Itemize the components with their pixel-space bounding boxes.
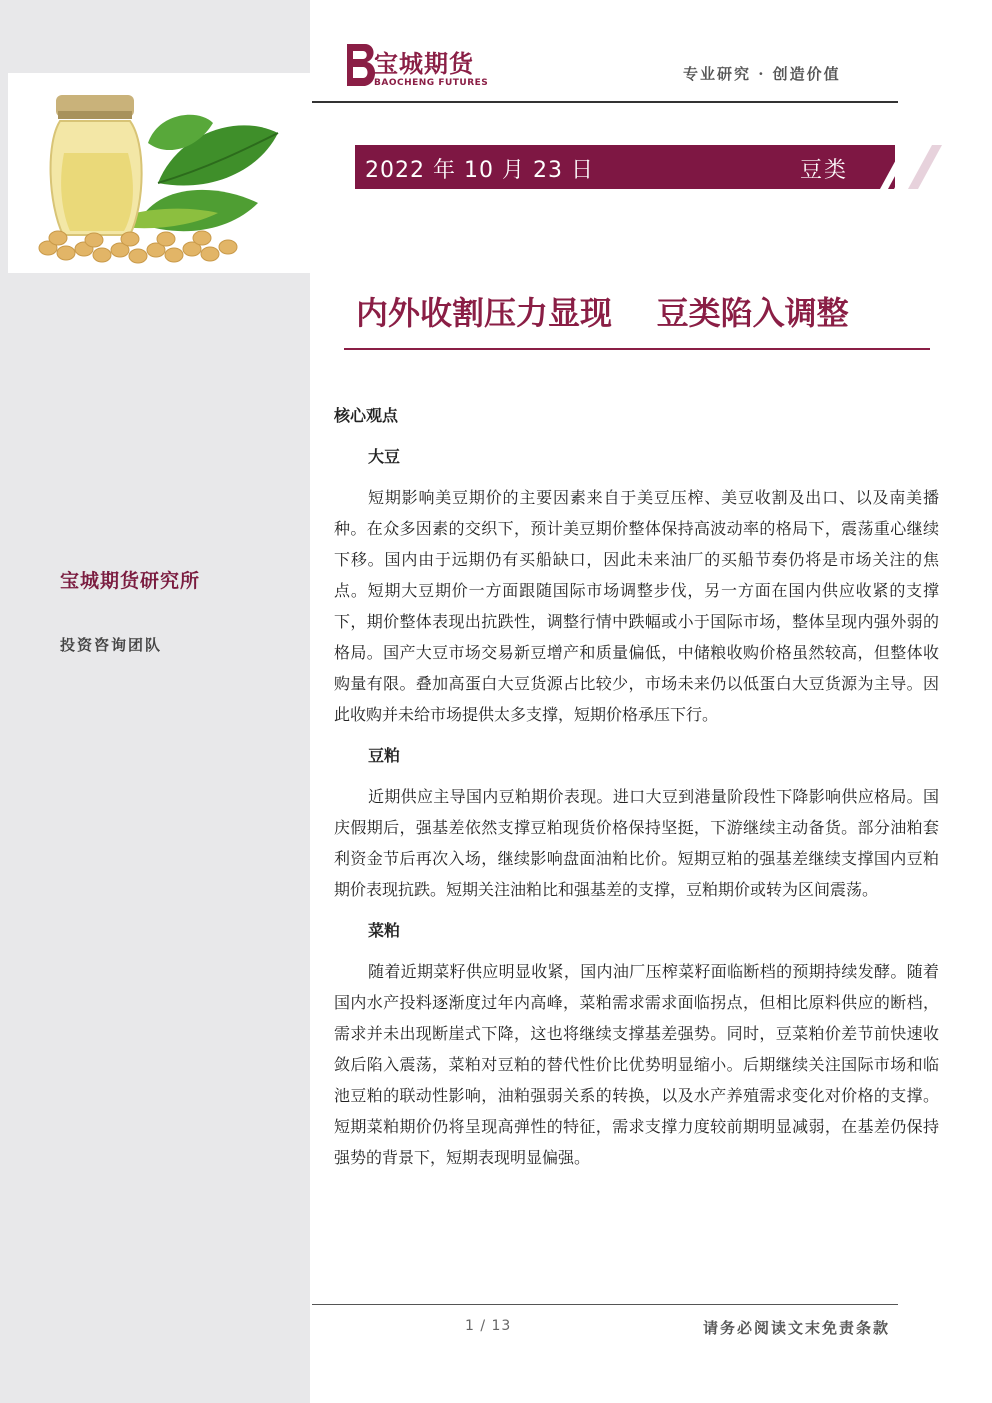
disclaimer-note: 请务必阅读文末免责条款 (703, 1319, 891, 1337)
footer-divider (312, 1304, 898, 1305)
header-divider (312, 101, 898, 103)
key-points-heading: 核心观点 (334, 406, 399, 425)
section-paragraph-soybean: 短期影响美豆期价的主要因素来自于美豆压榨、美豆收割及出口、以及南美播种。在众多因素的交织下，预计美豆期价整体保持高波动率的格局下，震荡重心继续下移。国内由于远期仍有买船缺口，因此未来油厂的买船节奏仍将是市场关注的焦点。短期大豆期价一方面跟随国际市场调整步伐，另一方面在国内供应收紧的支撑下，期价整体表现出抗跌性，调整行情中跌幅或小于国际市场，整体呈现内强外弱的格局。国产大豆市场交易新豆增产和质量偏低，中储粮收购价格虽然较高，但整体收购量有限。叠加高蛋白大豆货源占比较少，市场未来仍以低蛋白大豆货源为主导。因此收购并未给市场提供太多支撑，短期价格承压下行。 (334, 488, 939, 724)
research-institute-name: 宝城期货研究所 (60, 570, 201, 592)
cover-photo-soybean-oil (8, 73, 310, 273)
slogan: 专业研究 · 创造价值 (683, 65, 841, 83)
band-stripes-decoration (860, 145, 942, 189)
headline-divider (344, 348, 930, 350)
soybean-oil-illustration (8, 73, 310, 273)
page-number: 1 / 13 (465, 1318, 512, 1334)
report-date: 2022 年 10 月 23 日 (365, 158, 594, 183)
section-title-soybean: 大豆 (368, 447, 401, 466)
section-title-soymeal: 豆粕 (368, 746, 401, 765)
logo-english-name: BAOCHENG FUTURES (374, 78, 489, 88)
report-body (334, 400, 939, 1183)
logo-chinese-name: 宝城期货 (374, 49, 474, 78)
section-paragraph-rapeseed-meal: 随着近期菜籽供应明显收紧，国内油厂压榨菜籽面临断档的预期持续发酵。随着国内水产投料逐渐度过年内高峰，菜粕需求需求面临拐点，但相比原料供应的断档，需求并未出现断崖式下降，这也将继续支撑基差强势。同时，豆菜粕价差节前快速收敛后陷入震荡，菜粕对豆粕的替代性价比优势明显缩小。后期继续关注国际市场和临池豆粕的联动性影响，油粕强弱关系的转换，以及水产养殖需求变化对价格的支撑。短期菜粕期价仍将呈现高弹性的特征，需求支撑力度较前期明显减弱，在基差仍保持强势的背景下，短期表现明显偏强。 (334, 962, 939, 1167)
section-paragraph-soymeal: 近期供应主导国内豆粕期价表现。进口大豆到港量阶段性下降影响供应格局。国庆假期后，强基差依然支撑豆粕现货价格保持坚挺，下游继续主动备货。部分油粕套利资金节后再次入场，继续影响盘面油粕比价。短期豆粕的强基差继续支撑国内豆粕期价表现抗跌。短期关注油粕比和强基差的支撑，豆粕期价或转为区间震荡。 (334, 787, 939, 899)
sidebar (0, 0, 310, 1403)
report-headline: 内外收割压力显现 豆类陷入调整 (356, 294, 849, 332)
team-name: 投资咨询团队 (60, 636, 163, 654)
report-category: 豆类 (800, 158, 849, 183)
section-title-rapeseed-meal: 菜粕 (368, 921, 401, 940)
